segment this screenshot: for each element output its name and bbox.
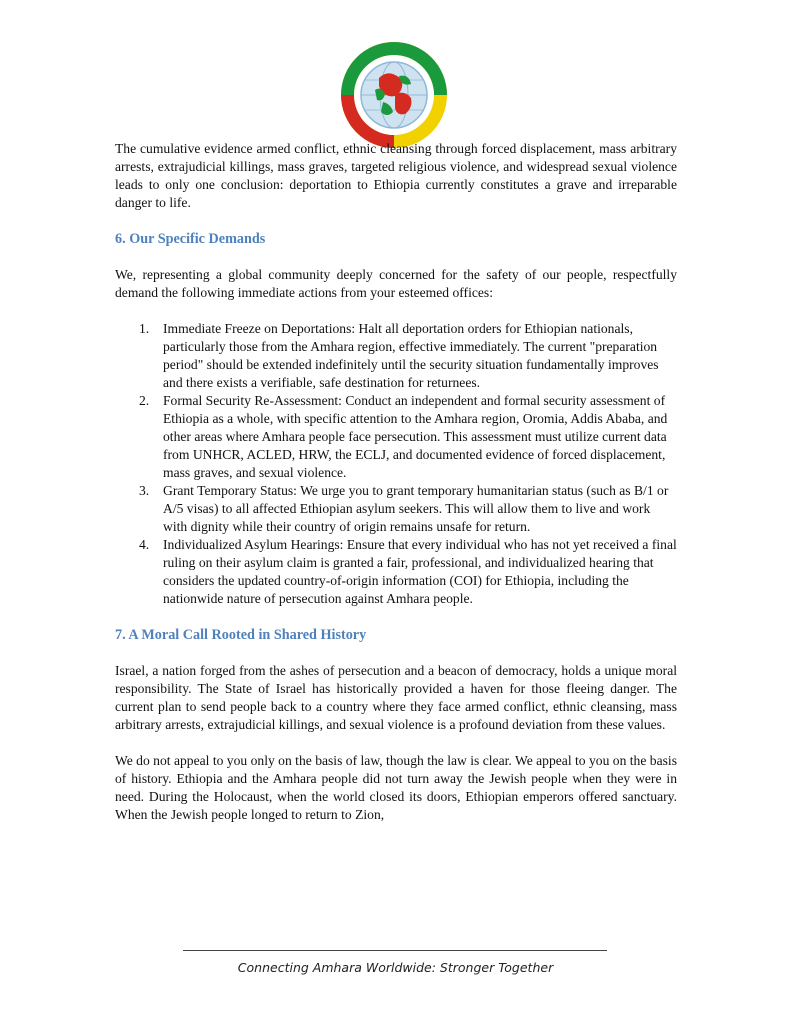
list-item-text: Individualized Asylum Hearings: Ensure that every individual who has not yet received a final ruling on their asylum claim is granted a fair, professional, and individualized hearing that considers the updated country-of-origin information (COI) for Ethiopia, including the nationwide nature of persecution against Amhara people. [163,537,677,606]
list-item-text: Formal Security Re-Assessment: Conduct an independent and formal security assessment of Ethiopia as a whole, with specific attention to the Amhara region, Oromia, Addis Ababa, and other areas where Amhara people face persecution. This assessment must utilize current data from UNHCR, ACLED, HRW, the ECLJ, and documented evidence of forced displacement, mass graves, and sexual violence. [163,393,668,480]
list-item [115,320,677,392]
list-number: 4. [139,537,150,552]
intro-paragraph: The cumulative evidence armed conflict, ethnic cleansing through forced displacement, mass arbitrary arrests, extrajudicial killings, mass graves, targeted religious violence, and widespread sexual violence leads to only one conclusion: deportation to Ethiopia currently constitutes a grave and irreparable danger to life. [115,141,677,210]
list-item-text: Grant Temporary Status: We urge you to grant temporary humanitarian status (such as B/1 or A/5 visas) to all affected Ethiopian asylum seekers. This will allow them to live and work with dignity while their country of origin remains unsafe for return. [163,483,669,534]
list-number: 3. [139,483,150,498]
list-number: 1. [139,321,150,336]
demands-list [115,320,677,608]
section-7-paragraph-1: Israel, a nation forged from the ashes of persecution and a beacon of democracy, holds a unique moral responsibility. The State of Israel has historically provided a haven for those fleeing danger. The current plan to send people back to a country where they face armed conflict, ethnic cleansing, mass arbitrary arrests, extrajudicial killings, and sexual violence is a profound deviation from these values. [115,663,677,732]
section-6-heading: 6. Our Specific Demands [115,231,266,247]
letter-body [115,140,677,824]
list-number: 2. [139,393,150,408]
section-7-paragraph-2: We do not appeal to you only on the basis of law, though the law is clear. We appeal to you on the basis of history. Ethiopia and the Amhara people did not turn away the Jewish people when they were in need. During the Holocaust, when the world closed its doors, Ethiopian emperors offered sanctuary. When the Jewish people longed to return to Zion, [115,753,677,822]
list-item [115,392,677,482]
list-item [115,536,677,608]
list-item [115,482,677,536]
section-6-intro: We, representing a global community deeply concerned for the safety of our people, respectfully demand the following immediate actions from your esteemed offices: [115,267,677,300]
list-item-text: Immediate Freeze on Deportations: Halt all deportation orders for Ethiopian nationals, particularly those from the Amhara region, effective immediately. The current "preparation period" should be extended indefinitely until the security situation fundamentally improves and there exists a verifiable, safe destination for returnees. [163,321,659,390]
organization-logo-icon [339,40,449,150]
footer-divider [183,950,607,951]
footer-tagline: Connecting Amhara Worldwide: Stronger Together [237,960,554,975]
section-7-heading: 7. A Moral Call Rooted in Shared History [115,627,367,643]
